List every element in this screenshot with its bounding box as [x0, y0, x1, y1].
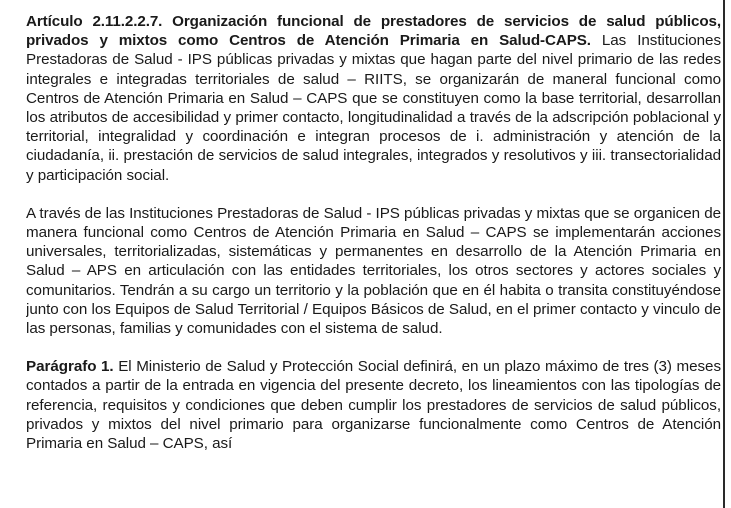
article-paragraph: [26, 0, 721, 185]
article-body: Las Instituciones Prestadoras de Salud - IPS públicas privadas y mixtas que hagan parte del nivel primario de las redes integrales e integradas territoriales de salud – RIITS, se organizarán de maneral funcional como Centros de Atención Primaria en Salud – CAPS que se constituyen como la base territorial, desarrollan los atributos de accesibilidad y primer contacto, longitudinalidad a través de la adscripción poblacional y territorial, integralidad y coordinación e integran procesos de i. administración y atención de la ciudadanía, ii. prestación de servicios de salud integrales, integrados y resolutivos y iii. transectorialidad y participación social.: [26, 32, 721, 184]
article-heading: Artículo 2.11.2.2.7. Organización funcional de prestadores de servicios de salud públicos, privados y mixtos como Centros de Atención Primaria en Salud-CAPS.: [26, 13, 721, 50]
paragrafo-lead: Parágrafo 1.: [26, 358, 114, 376]
paragrafo-body: El Ministerio de Salud y Protección Social definirá, en un plazo máximo de tres (3) meses contados a partir de la entrada en vigencia del presente decreto, los lineamientos con las tipologías de referencia, requisitos y condiciones que deben cumplir los prestadores de servicios de salud públicos, privados y mixtos del nivel primario para organizarse funcionalmente como Centros de Atención Primaria en Salud – CAPS, así: [26, 358, 721, 453]
paragrafo-paragraph: [26, 357, 721, 453]
document-page: [26, 0, 721, 508]
body-paragraph-two: A través de las Instituciones Prestadoras de Salud - IPS públicas privadas y mixtas que se organicen de manera funcional como Centros de Atención Primaria en Salud – CAPS se implementarán acciones universales, territorializadas, sistemáticas y permanentes en desarrollo de la Atención Primaria en Salud – APS en articulación con las entidades territoriales, los otros sectores y actores sociales y comunitarios. Tendrán a su cargo un territorio y la población que en él habita o transita constituyéndose junto con los Equipos de Salud Territorial / Equipos Básicos de Salud, en el primer contacto y vinculo de las personas, familias y comunidades con el sistema de salud.: [26, 204, 721, 338]
page-edge-rule: [723, 0, 725, 508]
